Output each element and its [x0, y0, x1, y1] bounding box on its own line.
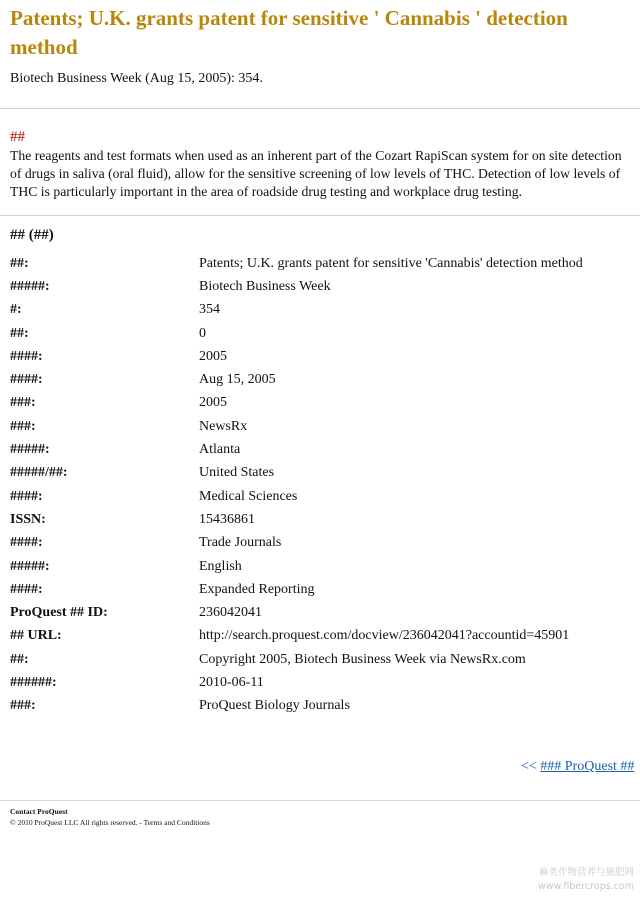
detail-value: 0	[199, 325, 206, 341]
detail-value: Aug 15, 2005	[199, 372, 276, 388]
detail-value: 15436861	[199, 511, 255, 527]
detail-label: ProQuest ## ID:	[10, 605, 108, 621]
detail-value: 2010-06-11	[199, 674, 264, 690]
detail-value: Atlanta	[199, 442, 241, 458]
detail-row	[10, 578, 583, 601]
contact-proquest-link[interactable]: Contact ProQuest	[10, 807, 68, 816]
detail-label: ####:	[10, 348, 43, 364]
copyright-text: © 2010 ProQuest LLC All rights reserved. - Terms and Conditions	[10, 818, 210, 827]
detail-label: ####:	[10, 372, 43, 388]
detail-label: #####:	[10, 278, 50, 294]
detail-row	[10, 392, 583, 415]
article-title: Patents; U.K. grants patent for sensitive ' Cannabis ' detection method	[10, 6, 568, 59]
detail-row	[10, 601, 583, 624]
site-watermark	[538, 866, 634, 894]
detail-value: 2005	[199, 395, 227, 411]
detail-value: United States	[199, 465, 275, 481]
detail-label: ##:	[10, 651, 29, 667]
detail-value: NewsRx	[199, 418, 248, 434]
detail-label: ISSN:	[10, 511, 46, 527]
detail-value: 2005	[199, 348, 227, 364]
detail-row	[10, 695, 583, 718]
detail-row	[10, 532, 583, 555]
detail-value: http://search.proquest.com/docview/236042041?accountid=45901	[199, 628, 570, 644]
detail-row	[10, 462, 583, 485]
detail-row	[10, 648, 583, 671]
detail-label: #####:	[10, 558, 50, 574]
abstract-text: The reagents and test formats when used as an inherent part of the Cozart RapiScan system for on site detection of drugs in saliva (oral fluid), allow for the sensitive screening of low levels of THC. Detection of low levels of THC is particularly important in the area of roadside drug testing and workplace drug testing.	[10, 148, 622, 199]
detail-value: Trade Journals	[199, 535, 282, 551]
detail-row	[10, 275, 583, 298]
detail-row	[10, 252, 583, 275]
detail-row	[10, 438, 583, 461]
detail-label: ####:	[10, 535, 43, 551]
detail-value: Copyright 2005, Biotech Business Week via NewsRx.com	[199, 651, 526, 667]
detail-label: ##:	[10, 325, 29, 341]
detail-row	[10, 508, 583, 531]
detail-label: #####/##:	[10, 465, 68, 481]
detail-value: Expanded Reporting	[199, 581, 315, 597]
back-link-label[interactable]: ### ProQuest ##	[540, 759, 635, 774]
detail-row	[10, 299, 583, 322]
detail-row	[10, 671, 583, 694]
detail-row	[10, 345, 583, 368]
watermark-line2: www.fibercrops.com	[537, 881, 634, 892]
footer-divider	[0, 800, 640, 801]
detail-label: ##:	[10, 255, 29, 271]
abstract-heading: ##	[10, 129, 25, 145]
detail-row	[10, 625, 583, 648]
detail-row	[10, 555, 583, 578]
detail-value: Biotech Business Week	[199, 278, 331, 294]
footer	[10, 806, 210, 828]
detail-label: ###:	[10, 698, 36, 714]
detail-label: ####:	[10, 488, 43, 504]
detail-label: #####:	[10, 442, 50, 458]
detail-label: ## URL:	[10, 628, 62, 644]
detail-label: #:	[10, 302, 22, 318]
details-table	[10, 252, 583, 718]
back-prefix: <<	[521, 759, 537, 774]
detail-row	[10, 485, 583, 508]
detail-value: 236042041	[199, 605, 262, 621]
detail-row	[10, 322, 583, 345]
detail-value: Patents; U.K. grants patent for sensitive 'Cannabis' detection method	[199, 255, 583, 271]
article-citation: Biotech Business Week (Aug 15, 2005): 354.	[10, 71, 263, 86]
back-to-proquest-link[interactable]	[521, 759, 634, 775]
detail-label: ######:	[10, 674, 57, 690]
detail-label: ####:	[10, 581, 43, 597]
detail-value: Medical Sciences	[199, 488, 298, 504]
watermark-line1: 麻类作物营养与施肥网	[538, 867, 634, 878]
detail-value: ProQuest Biology Journals	[199, 698, 350, 714]
divider	[0, 108, 640, 109]
detail-label: ###:	[10, 418, 36, 434]
detail-value: English	[199, 558, 242, 574]
detail-row	[10, 368, 583, 391]
divider	[0, 215, 640, 216]
detail-value: 354	[199, 302, 220, 318]
detail-label: ###:	[10, 395, 36, 411]
detail-row	[10, 415, 583, 438]
details-heading: ## (##)	[10, 227, 54, 243]
